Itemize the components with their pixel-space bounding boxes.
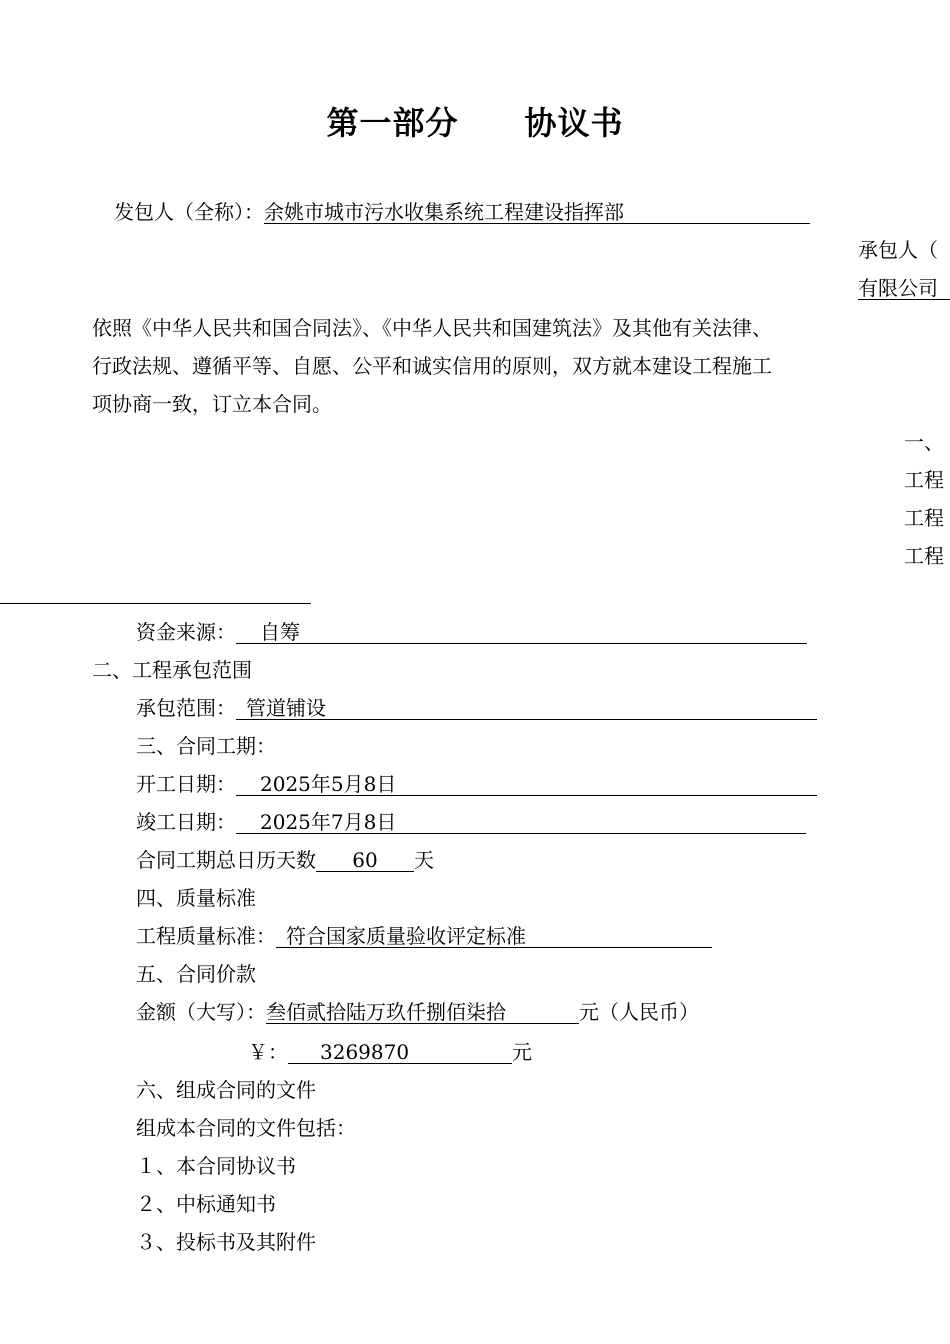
funding-line — [136, 620, 807, 644]
scope-value: 管道铺设 — [236, 697, 817, 720]
employer-line — [114, 200, 810, 224]
amount-words-line — [136, 1000, 699, 1024]
yen-unit: 元 — [512, 1040, 532, 1064]
section2-heading: 二、工程承包范围 — [92, 658, 252, 682]
amount-words-unit: 元（人民币） — [579, 1000, 699, 1024]
employer-value: 余姚市城市污水收集系统工程建设指挥部 — [264, 201, 810, 224]
yen-value: 3269870 — [288, 1041, 512, 1064]
duration-unit: 天 — [414, 848, 434, 872]
employer-label: 发包人（全称）： — [114, 200, 264, 224]
contractor-label-line — [858, 238, 938, 262]
amount-number-line — [248, 1040, 532, 1064]
quality-label: 工程质量标准： — [136, 924, 276, 948]
section6-heading: 六、组成合同的文件 — [136, 1078, 316, 1102]
end-date-label: 竣工日期： — [136, 810, 236, 834]
funding-value: 自筹 — [236, 621, 807, 644]
end-date-line — [136, 810, 806, 834]
yen-label: ￥： — [248, 1040, 288, 1064]
contractor-value: 有限公司 — [858, 277, 950, 300]
duration-label: 合同工期总日历天数 — [136, 848, 316, 872]
quality-line — [136, 924, 712, 948]
document-list-item: ２、中标通知书 — [136, 1192, 276, 1216]
preamble-line-3: 项协商一致，订立本合同。 — [92, 392, 332, 416]
section3-heading: 三、合同工期： — [136, 734, 276, 758]
start-date-label: 开工日期： — [136, 772, 236, 796]
section1-line-2: 工程 — [904, 506, 944, 530]
section6-intro: 组成本合同的文件包括： — [136, 1116, 356, 1140]
duration-value: 60 — [316, 849, 414, 872]
section5-heading: 五、合同价款 — [136, 962, 256, 986]
section1-heading: 一、 — [904, 430, 944, 454]
document-title: 第一部分 协议书 — [326, 104, 624, 142]
underline-segment — [0, 603, 311, 604]
start-date-line — [136, 772, 817, 796]
preamble-line-1: 依照《中华人民共和国合同法》、《中华人民共和国建筑法》及其他有关法律、 — [92, 316, 772, 340]
start-date-value: 2025年5月8日 — [236, 773, 817, 796]
quality-value: 符合国家质量验收评定标准 — [276, 925, 712, 948]
preamble-line-2: 行政法规、遵循平等、自愿、公平和诚实信用的原则，双方就本建设工程施工 — [92, 354, 772, 378]
funding-label: 资金来源： — [136, 620, 236, 644]
scope-label: 承包范围： — [136, 696, 236, 720]
document-list-item: ３、投标书及其附件 — [136, 1230, 316, 1254]
contractor-value-line — [858, 276, 950, 300]
section1-line-3: 工程 — [904, 544, 944, 568]
amount-words-label: 金额（大写）： — [136, 1000, 266, 1024]
document-list-item: １、本合同协议书 — [136, 1154, 296, 1178]
scope-line — [136, 696, 817, 720]
amount-words-value: 叁佰贰拾陆万玖仟捌佰柒拾 — [266, 1001, 579, 1024]
contractor-label: 承包人（ — [858, 238, 938, 262]
duration-line — [136, 848, 434, 872]
section1-line-1: 工程 — [904, 468, 944, 492]
end-date-value: 2025年7月8日 — [236, 811, 806, 834]
section4-heading: 四、质量标准 — [136, 886, 256, 910]
